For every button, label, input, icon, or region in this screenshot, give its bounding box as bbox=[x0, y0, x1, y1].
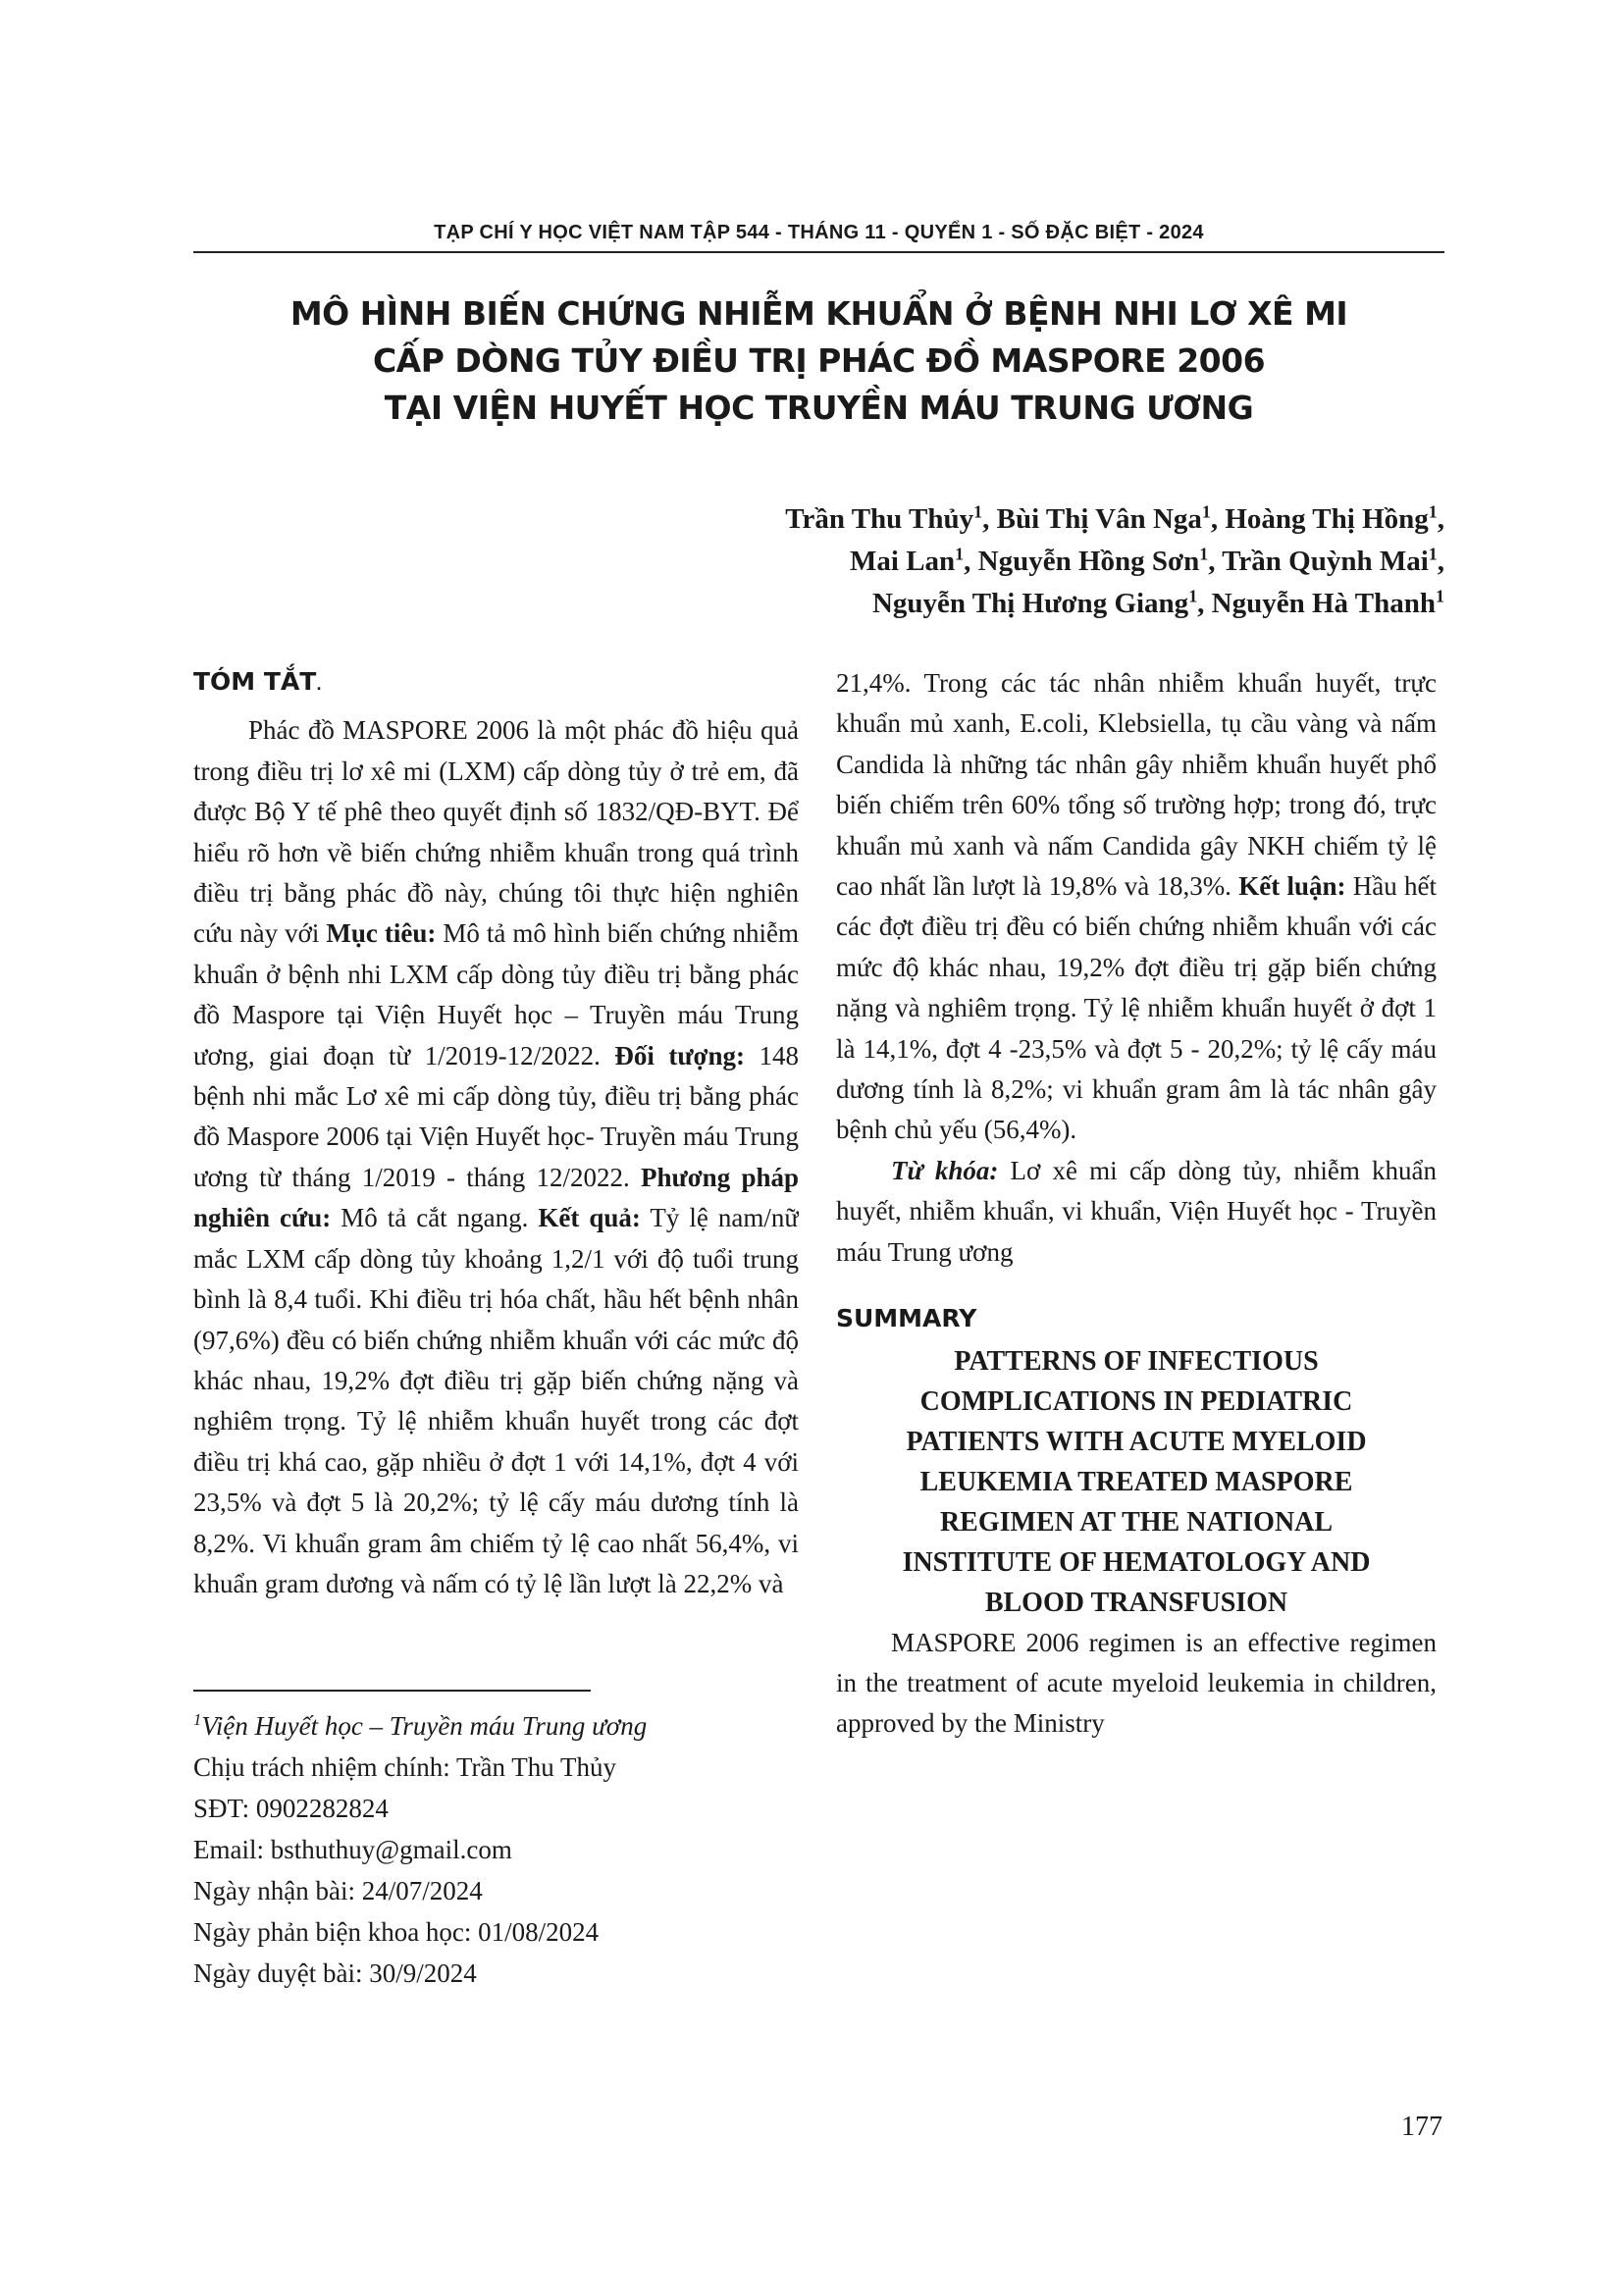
author-list bbox=[785, 498, 1444, 625]
phone: SĐT: 0902282824 bbox=[193, 1794, 389, 1823]
author-line-3: Nguyễn Thị Hương Giang$^1$, Nguyễn Hà Thanh$^1$ bbox=[871, 586, 1444, 619]
abstract-left-column bbox=[193, 661, 799, 1610]
received-date: Ngày nhận bài: 24/07/2024 bbox=[193, 1876, 483, 1905]
author-name: Hoàng Thị Hồng bbox=[1225, 503, 1429, 535]
author-name: Nguyễn Thị Hương Giang bbox=[871, 588, 1189, 619]
author-name: Nguyễn Hồng Sơn bbox=[977, 546, 1200, 577]
label-tu-khoa: Từ khóa: bbox=[891, 1155, 999, 1185]
affiliation-mark: 1 bbox=[1188, 586, 1198, 606]
email: Email: bsthuthuy@gmail.com bbox=[193, 1835, 512, 1864]
header-rule bbox=[193, 251, 1444, 253]
author-name: Trần Thu Thủy bbox=[785, 503, 974, 535]
summary-body: MASPORE 2006 regimen is an effective regimen in the treatment of acute myeloid leukemia in children, approved by the Ministry bbox=[836, 1627, 1437, 1739]
title-line-1: MÔ HÌNH BIẾN CHỨNG NHIỄM KHUẨN Ở BỆNH NHI LƠ XÊ MI bbox=[289, 294, 1348, 333]
label-doi-tuong: Đối tượng: bbox=[614, 1040, 746, 1070]
abstract-paragraph-part2: 21,4%. Trong các tác nhân nhiễm khuẩn huyết, trực khuẩn mủ xanh, E.coli, Klebsiella, tụ cầu vàng và nấm Candida là những tác nhân gây nhiễm khuẩn huyết phổ biến chiếm trên 60% tổng số trường hợp; trong đó, trực khuẩn mủ xanh và nấm Candida gây NKH chiếm tỷ lệ cao nhất lần lượt là 19,8% và 18,3%. Kết luận: Hầu hết các đợt điều trị đều có biến chứng nhiễm khuẩn với các mức độ khác nhau, 19,2% đợt điều trị gặp biến chứng nặng và nghiêm trọng. Tỷ lệ nhiễm khuẩn huyết ở đợt 1 là 14,1%, đợt 4 -23,5% và đợt 5 - 20,2%; tỷ lệ cấy máu dương tính là 8,2%; vi khuẩn gram âm là tác nhân gây bệnh chủ yếu (56,4%). bbox=[836, 668, 1437, 1145]
author-name: Bùi Thị Vân Nga bbox=[996, 503, 1202, 535]
affiliation-mark: 1 bbox=[955, 544, 965, 564]
title-line-3: TẠI VIỆN HUYẾT HỌC TRUYỀN MÁU TRUNG ƯƠNG bbox=[384, 389, 1254, 427]
abstract-right-column bbox=[836, 663, 1437, 1745]
affiliation-mark: 1 bbox=[1201, 501, 1211, 522]
footnote-rule bbox=[193, 1690, 591, 1692]
author-line-1: Trần Thu Thủy$^1$, Bùi Thị Vân Nga$^1$, Hoàng Thị Hồng$^1$, bbox=[785, 501, 1444, 535]
keywords: Từ khóa: Lơ xê mi cấp dòng tủy, nhiễm khuẩn huyết, nhiễm khuẩn, vi khuẩn, Viện Huyết học - Truyền máu Trung ương bbox=[836, 1155, 1437, 1267]
label-phuong-phap: Phương pháp nghiên cứu: bbox=[193, 1162, 799, 1233]
english-title: PATTERNS OF INFECTIOUS COMPLICATIONS IN PEDIATRIC PATIENTS WITH ACUTE MYELOID LEUKEMIA TREATED MASPORE REGIMEN AT THE NATIONAL INSTITUTE OF HEMATOLOGY AND BLOOD TRANSFUSION bbox=[902, 1345, 1371, 1618]
abstract-heading: TÓM TẮT. bbox=[193, 667, 322, 696]
summary-heading: SUMMARY bbox=[836, 1304, 977, 1333]
affiliation-mark: 1 bbox=[1428, 544, 1438, 564]
label-ket-luan: Kết luận: bbox=[1238, 871, 1346, 902]
results-text: Tỷ lệ nam/nữ mắc LXM cấp dòng tủy khoảng 1,2/1 với độ tuổi trung bình là 8,4 tuổi. Khi điều trị hóa chất, hầu hết bệnh nhân (97,6%) đều có biến chứng nhiễm khuẩn với các mức độ khác nhau, 19,2% đợt điều trị gặp biến chứng nặng và nghiêm trọng. Tỷ lệ nhiễm khuẩn huyết trong các đợt điều trị khá cao, gặp nhiều ở đợt 1 với 14,1%, đợt 4 với 23,5% và đợt 5 là 20,2%; tỷ lệ cấy máu dương tính là 8,2%. Vi khuẩn gram âm chiếm tỷ lệ cao nhất 56,4%, vi khuẩn gram dương và nấm có tỷ lệ lần lượt là 22,2% và bbox=[193, 1203, 799, 1598]
affiliation: $^1$Viện Huyết học – Truyền máu Trung ương bbox=[193, 1710, 648, 1741]
review-date: Ngày phản biện khoa học: 01/08/2024 bbox=[193, 1917, 600, 1947]
corresponding-author: Chịu trách nhiệm chính: Trần Thu Thủy bbox=[193, 1752, 616, 1782]
affiliation-mark: 1 bbox=[973, 501, 983, 522]
author-line-2: Mai Lan$^1$, Nguyễn Hồng Sơn$^1$, Trần Quỳnh Mai$^1$, bbox=[850, 544, 1444, 577]
affiliation-mark: 1 bbox=[1199, 544, 1209, 564]
footnote bbox=[193, 1705, 647, 1994]
author-name: Trần Quỳnh Mai bbox=[1222, 546, 1429, 577]
author-name: Nguyễn Hà Thanh bbox=[1211, 588, 1437, 619]
label-ket-qua: Kết quả: bbox=[538, 1203, 641, 1233]
label-muc-tieu: Mục tiêu: bbox=[326, 918, 437, 949]
results-text-continued: 21,4%. Trong các tác nhân nhiễm khuẩn huyết, trực khuẩn mủ xanh, E.coli, Klebsiella, tụ cầu vàng và nấm Candida là những tác nhân gây nhiễm khuẩn huyết phổ biến chiếm trên 60% tổng số trường hợp; trong đó, trực khuẩn mủ xanh và nấm Candida gây NKH chiếm tỷ lệ cao nhất lần lượt là 19,8% và 18,3%. bbox=[836, 668, 1437, 902]
article-title bbox=[193, 290, 1444, 432]
accepted-date: Ngày duyệt bài: 30/9/2024 bbox=[193, 1958, 477, 1988]
journal-header: TẠP CHÍ Y HỌC VIỆT NAM TẬP 544 - THÁNG 11 - QUYỂN 1 - SỐ ĐẶC BIỆT - 2024 bbox=[434, 222, 1204, 243]
abstract-paragraph-part1: Phác đồ MASPORE 2006 là một phác đồ hiệu quả trong điều trị lơ xê mi (LXM) cấp dòng tủy ở trẻ em, đã được Bộ Y tế phê theo quyết định số 1832/QĐ-BYT. Để hiểu rõ hơn về biến chứng nhiễm khuẩn trong quá trình điều trị bằng phác đồ này, chúng tôi thực hiện nghiên cứu này với Mục tiêu: Mô tả mô hình biến chứng nhiễm khuẩn ở bệnh nhi LXM cấp dòng tủy điều trị bằng phác đồ Maspore tại Viện Huyết học – Truyền máu Trung ương, giai đoạn từ 1/2019-12/2022. Đối tượng: 148 bệnh nhi mắc Lơ xê mi cấp dòng tủy, điều trị bằng phác đồ Maspore 2006 tại Viện Huyết học- Truyền máu Trung ương từ tháng 1/2019 - tháng 12/2022. Phương pháp nghiên cứu: Mô tả cắt ngang. Kết quả: Tỷ lệ nam/nữ mắc LXM cấp dòng tủy khoảng 1,2/1 với độ tuổi trung bình là 8,4 tuổi. Khi điều trị hóa chất, hầu hết bệnh nhân (97,6%) đều có biến chứng nhiễm khuẩn với các mức độ khác nhau, 19,2% đợt điều trị gặp biến chứng nặng và nghiêm trọng. Tỷ lệ nhiễm khuẩn huyết trong các đợt điều trị khá cao, gặp nhiều ở đợt 1 với 14,1%, đợt 4 với 23,5% và đợt 5 là 20,2%; tỷ lệ cấy máu dương tính là 8,2%. Vi khuẩn gram âm chiếm tỷ lệ cao nhất 56,4%, vi khuẩn gram dương và nấm có tỷ lệ lần lượt là 22,2% và bbox=[193, 715, 799, 1598]
author-name: Mai Lan bbox=[850, 546, 956, 577]
affiliation-mark: 1 bbox=[1428, 501, 1438, 522]
page-number: 177 bbox=[1401, 2112, 1442, 2142]
affiliation-mark: 1 bbox=[1436, 586, 1444, 606]
title-line-2: CẤP DÒNG TỦY ĐIỀU TRỊ PHÁC ĐỒ MASPORE 2006 bbox=[372, 341, 1266, 380]
